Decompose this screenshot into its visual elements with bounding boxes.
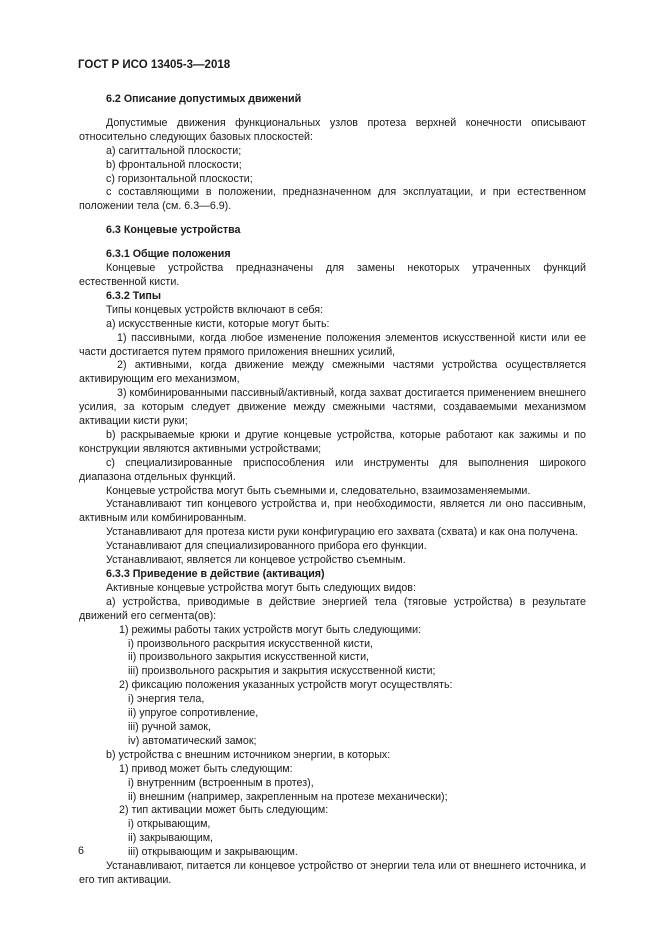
paragraph: Устанавливают, является ли концевое устройство съемным. [106,554,406,567]
paragraph: с составляющими в положении, предназначенном для эксплуатации, и при естественном положении тела (см. 6.3—6.9). [79,186,586,213]
list-item: ii) произвольного закрытия искусственной кисти, [128,651,370,664]
paragraph: Устанавливают для специализированного прибора его функции. [106,540,427,553]
list-item: 2) фиксацию положения указанных устройств могут осуществлять: [119,679,453,692]
list-item: 2) активными, когда движение между смежными частями устройства осуществляется активирующим его механизмом, [79,359,586,386]
list-item: c) горизонтальной плоскости; [106,172,253,185]
list-item: iv) автоматический замок; [128,734,257,747]
list-item: 1) привод может быть следующим: [119,762,293,775]
list-item: i) энергия тела, [128,693,205,706]
list-item: iii) открывающим и закрывающим. [128,846,298,859]
paragraph: Устанавливают тип концевого устройства и, при необходимости, является ли оно пассивным, активным или комбинированным. [79,498,586,525]
section-heading-6-3: 6.3 Концевые устройства [106,224,241,237]
list-item: 1) пассивными, когда любое изменение положения элементов искусственной кисти или ее части достигается путем прямого приложения внешних усилий, [79,331,586,358]
list-item: i) произвольного раскрытия искусственной кисти, [128,637,374,650]
paragraph: Концевые устройства предназначены для замены некоторых утраченных функций естественной кисти. [79,262,586,288]
paragraph: Устанавливают для протеза кисти руки конфигурацию его захвата (схвата) и как она получена. [106,526,578,539]
list-item: 3) комбинированными пассивный/активный, когда захват достигается применением внешнего усилия, за которым следует движение между смежными частями, создаваемыми механизмом активации кисти руки; [79,387,586,428]
list-item: a) искусственные кисти, которые могут быть: [106,317,330,330]
document-header: ГОСТ Р ИСО 13405-3—2018 [78,59,231,71]
paragraph: Концевые устройства могут быть съемными и, следовательно, взаимозаменяемыми. [106,484,531,497]
list-item: ii) внешним (например, закрепленным на протезе механически); [128,790,448,803]
list-item: c) специализированные приспособления или инструменты для выполнения широкого диапазона отдельных функций. [79,456,586,483]
section-heading-6-2: 6.2 Описание допустимых движений [106,93,302,105]
paragraph: Устанавливают, питается ли концевое устройство от энергии тела или от внешнего источника, и его тип активации. [79,860,586,886]
page-number: 6 [78,845,84,857]
paragraph: Активные концевые устройства могут быть следующих видов: [106,581,416,594]
list-item: ii) закрывающим, [128,832,214,845]
list-item: b) устройства с внешним источником энергии, в которых: [106,748,391,761]
list-item: i) внутренним (встроенным в протез), [128,776,314,789]
section-heading-6-3-1: 6.3.1 Общие положения [106,248,231,261]
list-item: a) сагиттальной плоскости; [106,144,242,157]
section-heading-6-3-2: 6.3.2 Типы [106,289,162,302]
list-item: 1) режимы работы таких устройств могут быть следующими: [119,623,422,636]
list-item: 2) тип активации может быть следующим: [119,804,329,817]
list-item: i) открывающим, [128,818,211,831]
paragraph: Типы концевых устройств включают в себя: [106,303,324,316]
paragraph: Допустимые движения функциональных узлов протеза верхней конечности описывают относительно следующих базовых плоскостей: [79,116,586,143]
list-item: a) устройства, приводимые в действие энергией тела (тяговые устройства) в результате движений его сегмента(ов): [79,595,586,622]
section-heading-6-3-3: 6.3.3 Приведение в действие (активация) [106,568,325,580]
document-body [79,93,586,888]
list-item: b) раскрываемые крюки и другие концевые устройства, которые работают как зажимы и по конструкции являются активными устройствами; [79,428,586,455]
list-item: iii) произвольного раскрытия и закрытия искусственной кисти; [128,665,436,678]
list-item: iii) ручной замок, [128,720,211,733]
list-item: b) фронтальной плоскости; [106,158,242,171]
list-item: ii) упругое сопротивление, [128,707,259,720]
